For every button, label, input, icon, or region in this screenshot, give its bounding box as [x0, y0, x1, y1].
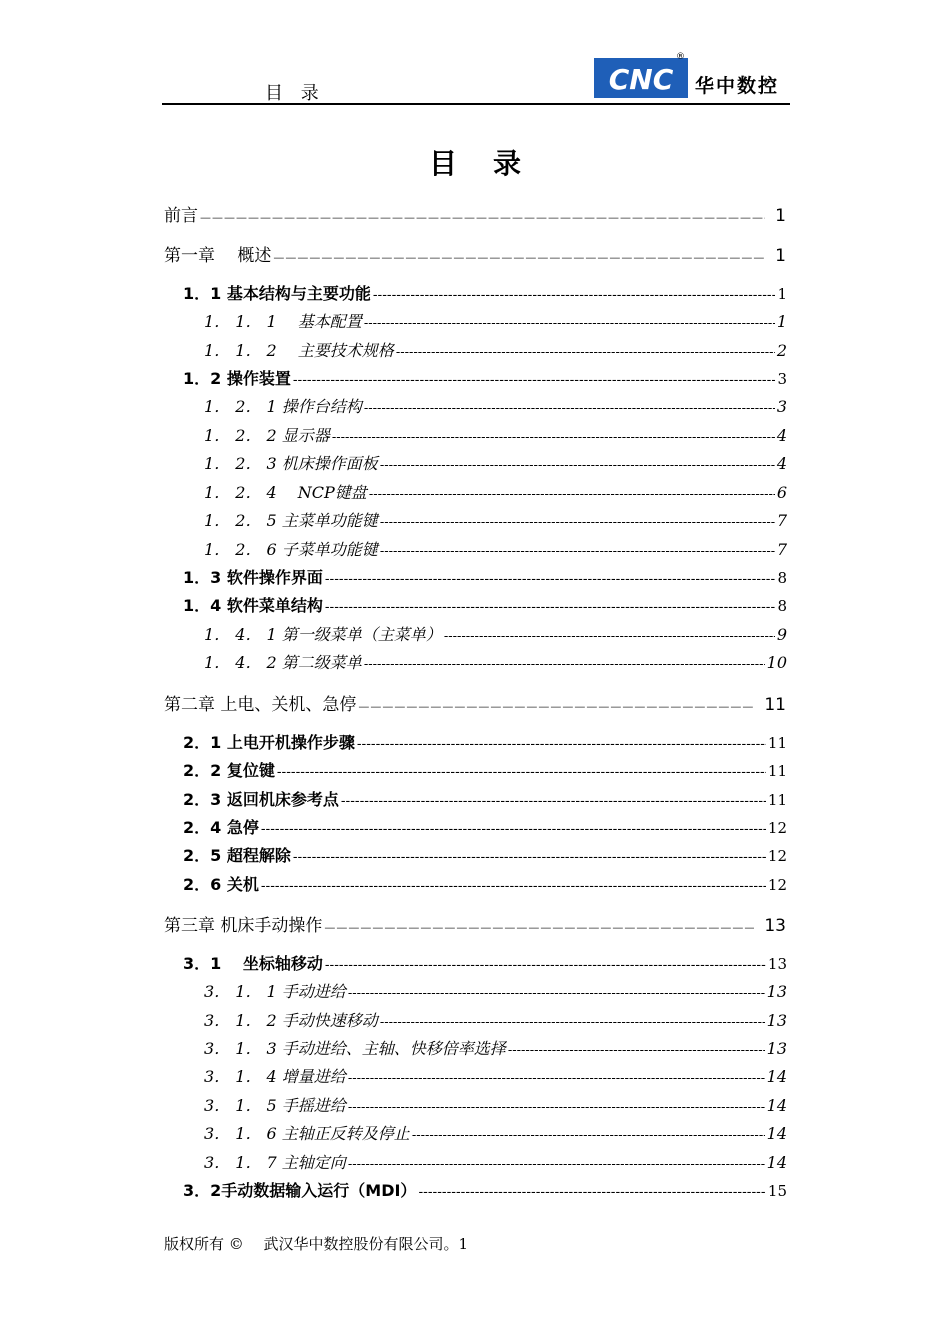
- toc-dot-leader: [369, 487, 775, 502]
- toc-entry[interactable]: [183, 366, 787, 392]
- toc-page-number: 13: [767, 955, 787, 973]
- toc-page-number: 8: [777, 597, 787, 615]
- toc-page-number: 7: [776, 511, 787, 530]
- toc-dot-leader: [364, 657, 765, 672]
- toc-dot-leader: [273, 246, 765, 266]
- toc-page-number: 8: [777, 569, 787, 587]
- toc-entry-title: 1． 2． 6 子菜单功能键: [204, 540, 378, 559]
- toc-entry[interactable]: [204, 451, 787, 477]
- toc-page-number: 10: [766, 653, 787, 672]
- toc-dot-leader: [380, 1015, 765, 1030]
- toc-entry[interactable]: [204, 508, 787, 534]
- toc-page-number: 12: [767, 819, 787, 837]
- toc-entry[interactable]: [204, 650, 787, 676]
- toc-entry[interactable]: [204, 1036, 787, 1062]
- toc-entry-title: 前言: [164, 206, 198, 226]
- toc-entry[interactable]: [204, 394, 787, 420]
- toc-entry-title: 2．5 超程解除: [183, 846, 291, 865]
- toc-entry[interactable]: [183, 565, 787, 591]
- toc-dot-leader: [348, 1157, 765, 1172]
- toc-dot-leader: [380, 515, 775, 530]
- logo-company-name: 华中数控: [695, 75, 780, 97]
- toc-dot-leader: [380, 544, 775, 559]
- toc-page-number: 11: [767, 734, 787, 752]
- toc-page-number: 3: [777, 370, 787, 388]
- toc-dot-leader: [324, 916, 754, 936]
- toc-page-number: 6: [776, 483, 787, 502]
- toc-dot-leader: [325, 958, 766, 973]
- toc-dot-leader: [348, 1100, 765, 1115]
- toc-dot-leader: [364, 401, 775, 416]
- toc-page-number: 13: [766, 982, 787, 1001]
- toc-entry-title: 1． 2． 2 显示器: [204, 426, 330, 445]
- toc-entry-title: 2．6 关机: [183, 875, 259, 894]
- toc-page-number: 4: [776, 454, 787, 473]
- toc-entry[interactable]: [183, 815, 787, 841]
- toc-page-number: 1: [776, 312, 787, 331]
- toc-entry-title: 3． 1． 6 主轴正反转及停止: [204, 1124, 410, 1143]
- toc-entry-title: 1．3 软件操作界面: [183, 568, 323, 587]
- toc-entry[interactable]: [183, 758, 787, 784]
- toc-entry-title: 1．2 操作装置: [183, 369, 291, 388]
- toc-page-number: 7: [776, 540, 787, 559]
- toc-dot-leader: [200, 206, 765, 226]
- toc-entry-title: 1． 1． 2 主要技术规格: [204, 341, 394, 360]
- toc-entry-title: 2．1 上电开机操作步骤: [183, 733, 355, 752]
- toc-entry[interactable]: [164, 241, 786, 267]
- toc-entry[interactable]: [204, 338, 787, 364]
- toc-dot-leader: [332, 430, 775, 445]
- toc-dot-leader: [508, 1043, 765, 1058]
- toc-dot-leader: [358, 695, 754, 715]
- toc-entry[interactable]: [183, 872, 787, 898]
- toc-page-number: 13: [764, 916, 786, 936]
- toc-entry-title: 3． 1． 5 手摇进给: [204, 1096, 346, 1115]
- toc-page-number: 1: [775, 246, 786, 266]
- toc-dot-leader: [293, 373, 776, 388]
- header-section-label: 目 录: [265, 83, 325, 104]
- toc-page-number: 14: [766, 1096, 787, 1115]
- toc-page-number: 13: [766, 1011, 787, 1030]
- toc-entry-title: 第一章 概述: [164, 246, 272, 266]
- toc-entry[interactable]: [204, 480, 787, 506]
- toc-entry[interactable]: [183, 1178, 787, 1204]
- toc-dot-leader: [341, 794, 766, 809]
- toc-page-number: 11: [767, 762, 787, 780]
- toc-entry[interactable]: [183, 593, 787, 619]
- toc-entry-title: 第二章 上电、关机、急停: [164, 695, 357, 715]
- toc-dot-leader: [396, 345, 775, 360]
- toc-entry[interactable]: [204, 1150, 787, 1176]
- toc-dot-leader: [348, 986, 765, 1001]
- toc-entry-title: 2．2 复位键: [183, 761, 275, 780]
- registered-mark: ®: [676, 52, 685, 62]
- toc-page-number: 12: [767, 876, 787, 894]
- toc-dot-leader: [293, 850, 766, 865]
- toc-entry-title: 第三章 机床手动操作: [164, 916, 323, 936]
- toc-entry-title: 1．1 基本结构与主要功能: [183, 284, 371, 303]
- toc-entry-title: 3．1 坐标轴移动: [183, 954, 323, 973]
- toc-page-number: 1: [775, 206, 786, 226]
- toc-dot-leader: [373, 288, 776, 303]
- toc-page-number: 11: [764, 695, 786, 715]
- toc-entry-title: 3．2手动数据输入运行（MDI）: [183, 1181, 417, 1200]
- toc-page-number: 15: [767, 1182, 787, 1200]
- toc-page-number: 9: [776, 625, 787, 644]
- toc-page-number: 4: [776, 426, 787, 445]
- toc-entry-title: 3． 1． 1 手动进给: [204, 982, 346, 1001]
- toc-dot-leader: [348, 1071, 765, 1086]
- page-footer: 版权所有 © 武汉华中数控股份有限公司。1: [164, 1235, 469, 1253]
- toc-page-number: 14: [766, 1153, 787, 1172]
- toc-dot-leader: [277, 765, 766, 780]
- toc-page-number: 2: [776, 341, 787, 360]
- toc-page-number: 14: [766, 1124, 787, 1143]
- toc-dot-leader: [325, 572, 776, 587]
- toc-dot-leader: [380, 458, 775, 473]
- toc-entry-title: 3． 1． 3 手动进给、主轴、快移倍率选择: [204, 1039, 506, 1058]
- toc-entry[interactable]: [183, 730, 787, 756]
- toc-entry[interactable]: [204, 537, 787, 563]
- toc-entry[interactable]: [204, 622, 787, 648]
- toc-page-number: 1: [777, 285, 787, 303]
- document-title: 目录: [428, 147, 557, 180]
- toc-entry-title: 1． 1． 1 基本配置: [204, 312, 362, 331]
- toc-entry[interactable]: [204, 1121, 787, 1147]
- toc-entry-title: 1． 4． 2 第二级菜单: [204, 653, 362, 672]
- toc-entry-title: 1． 4． 1 第一级菜单（主菜单）: [204, 625, 442, 644]
- toc-dot-leader: [261, 822, 766, 837]
- toc-entry-title: 1． 2． 1 操作台结构: [204, 397, 362, 416]
- toc-entry[interactable]: [204, 423, 787, 449]
- toc-entry[interactable]: [164, 690, 786, 716]
- toc-page-number: 13: [766, 1039, 787, 1058]
- toc-entry-title: 1．4 软件菜单结构: [183, 596, 323, 615]
- toc-page-number: 11: [767, 791, 787, 809]
- toc-dot-leader: [444, 629, 775, 644]
- toc-dot-leader: [412, 1128, 765, 1143]
- toc-entry[interactable]: [164, 201, 786, 227]
- toc-entry[interactable]: [204, 309, 787, 335]
- toc-dot-leader: [261, 879, 766, 894]
- toc-entry-title: 3． 1． 7 主轴定向: [204, 1153, 346, 1172]
- toc-entry[interactable]: [204, 1008, 787, 1034]
- toc-entry[interactable]: [183, 951, 787, 977]
- toc-entry-title: 1． 2． 5 主菜单功能键: [204, 511, 378, 530]
- toc-entry[interactable]: [183, 787, 787, 813]
- toc-entry[interactable]: [204, 979, 787, 1005]
- toc-page-number: 3: [776, 397, 787, 416]
- toc-page-number: 14: [766, 1067, 787, 1086]
- toc-dot-leader: [357, 737, 766, 752]
- toc-entry-title: 2．3 返回机床参考点: [183, 790, 339, 809]
- toc-entry-title: 2．4 急停: [183, 818, 259, 837]
- toc-entry[interactable]: [204, 1093, 787, 1119]
- toc-entry[interactable]: [204, 1064, 787, 1090]
- toc-entry[interactable]: [183, 281, 787, 307]
- toc-dot-leader: [364, 316, 775, 331]
- toc-entry-title: 3． 1． 2 手动快速移动: [204, 1011, 378, 1030]
- toc-entry[interactable]: [183, 843, 787, 869]
- toc-page-number: 12: [767, 847, 787, 865]
- toc-dot-leader: [418, 1185, 765, 1200]
- toc-entry[interactable]: [164, 911, 786, 937]
- toc-entry-title: 1． 2． 4 NCP键盘: [204, 483, 367, 502]
- toc-entry-title: 3． 1． 4 增量进给: [204, 1067, 346, 1086]
- toc-dot-leader: [325, 600, 776, 615]
- toc-entry-title: 1． 2． 3 机床操作面板: [204, 454, 378, 473]
- logo-mark-text: CNC: [608, 63, 674, 96]
